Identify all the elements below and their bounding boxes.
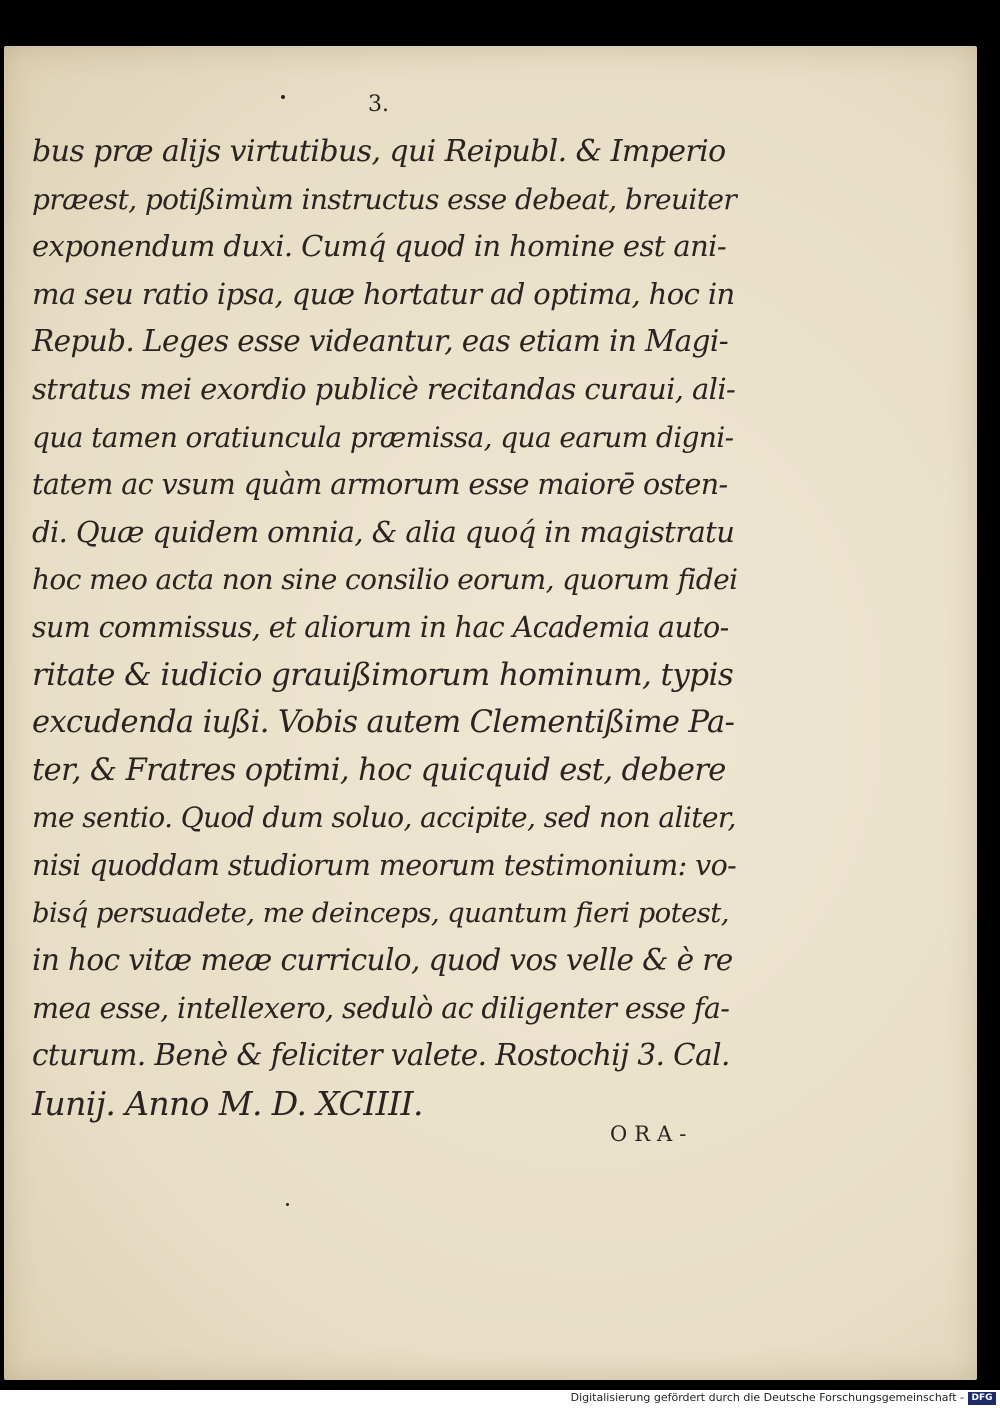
text-line: ma seu ratio ipsa, quæ hortatur ad optima, hoc in [32, 276, 735, 311]
text-line: ritate & iudicio grauißimorum hominum, typis [32, 656, 734, 693]
text-line: excudenda iußi. Vobis autem Clementißime Pa- [32, 705, 735, 741]
text-line: di. Quæ quidem omnia, & alia quoq́ in magistratu [32, 514, 735, 549]
ink-speck [286, 1203, 289, 1206]
text-line: Iunij. Anno M. D. XCIIII. [32, 1083, 423, 1123]
text-line: qua tamen oratiuncula præmissa, qua earum digni- [32, 420, 734, 454]
catchword: ORA- [610, 1122, 694, 1146]
footer-bar [0, 1390, 1000, 1408]
text-line: mea esse, intellexero, sedulò ac diligenter esse fa- [32, 991, 730, 1025]
dfg-logo: DFG [968, 1392, 996, 1405]
text-line: in hoc vitæ meæ curriculo, quod vos velle & è re [32, 943, 733, 978]
text-line: sum commissus, et aliorum in hac Academia auto- [32, 610, 729, 644]
text-line: præest, potißimùm instructus esse debeat, breuiter [32, 182, 737, 216]
text-line: nisi quoddam studiorum meorum testimonium: vo- [32, 848, 737, 882]
text-line: exponendum duxi. Cumq́ quod in homine est ani- [32, 229, 727, 264]
text-line: tatem ac vsum quàm armorum esse maiorē osten- [32, 468, 728, 502]
text-line: Repub. Leges esse videantur, eas etiam in Magi- [32, 324, 729, 359]
text-line: hoc meo acta non sine consilio eorum, quorum fidei [32, 563, 738, 597]
text-line: cturum. Benè & feliciter valete. Rostochij 3. Cal. [32, 1038, 730, 1073]
text-line: ter, & Fratres optimi, hoc quicquid est, debere [32, 752, 726, 788]
text-line: bisq́ persuadete, me deinceps, quantum fieri potest, [32, 896, 729, 929]
text-line: stratus mei exordio publicè recitandas curaui, ali- [32, 371, 736, 406]
text-line: me sentio. Quod dum soluo, accipite, sed non aliter, [32, 801, 736, 835]
footer-credit: Digitalisierung gefördert durch die Deutsche Forschungsgemeinschaft - [570, 1391, 964, 1404]
text-line: bus præ alijs virtutibus, qui Reipubl. & Imperio [32, 134, 726, 169]
body-text [32, 128, 738, 1127]
page-number: 3. [368, 92, 389, 117]
ink-speck [281, 95, 285, 99]
